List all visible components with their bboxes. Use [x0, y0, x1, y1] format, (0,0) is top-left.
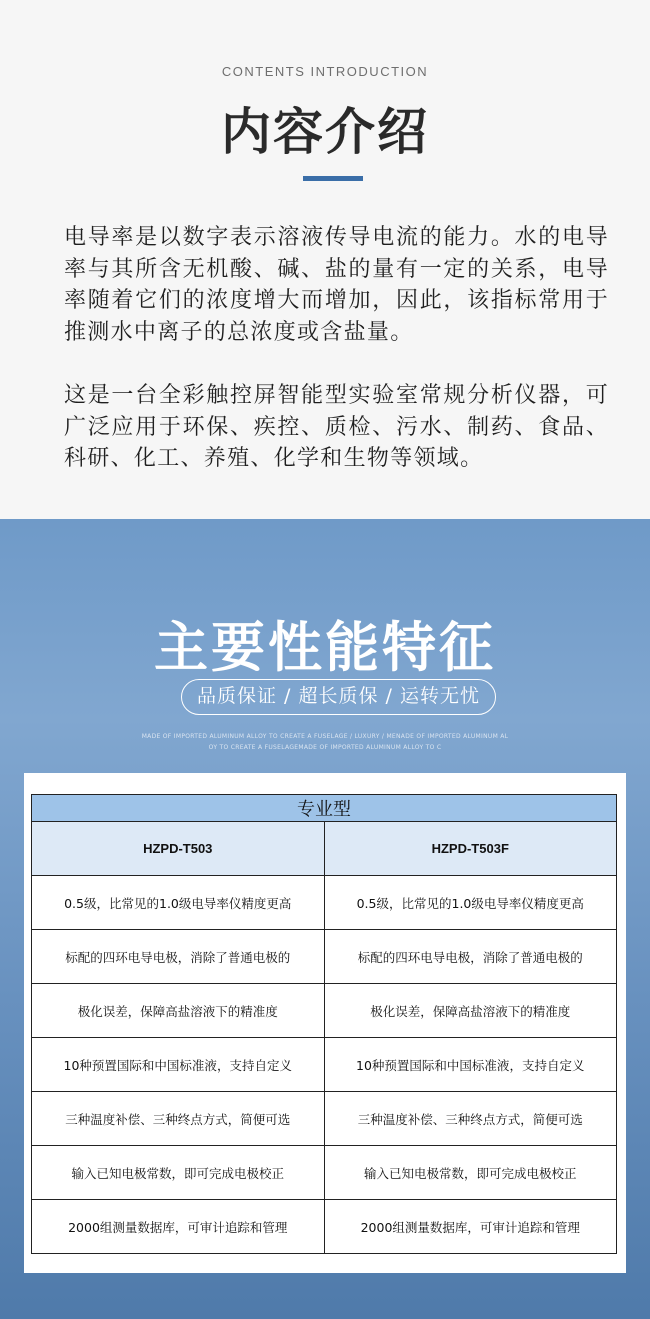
model-row [32, 822, 617, 876]
intro-paragraph-1: 电导率是以数字表示溶液传导电流的能力。水的电导率与其所含无机酸、碱、盐的量有一定的关系，电导率随着它们的浓度增大而增加，因此，该指标常用于推测水中离子的总浓度或含盐量。 [64, 225, 609, 345]
table-cell: 0.5级，比常见的1.0级电导率仪精度更高 [32, 876, 325, 930]
table-row [32, 984, 617, 1038]
features-title: 主要性能特征 [154, 616, 496, 679]
table-row [32, 1146, 617, 1200]
fine-print-line-1: MADE OF IMPORTED ALUMINUM ALLOY TO CREATE A FUSELAGE / LUXURY / MENADE OF IMPORTED ALUMINUM AL [141, 733, 509, 740]
table-cell: 标配的四环电导电极，消除了普通电极的 [32, 930, 325, 984]
title-underline [303, 176, 363, 181]
table-cell: 10种预置国际和中国标准液，支持自定义 [32, 1038, 325, 1092]
section-eyebrow: CONTENTS INTRODUCTION [221, 64, 429, 79]
fine-print-line-2: OY TO CREATE A FUSELAGEMADE OF IMPORTED ALUMINUM ALLOY TO C [208, 744, 442, 751]
table-cell: 标配的四环电导电极，消除了普通电极的 [324, 930, 617, 984]
table-row [32, 876, 617, 930]
model-name: HZPD-T503 [32, 822, 325, 876]
table-row [32, 1038, 617, 1092]
model-name: HZPD-T503F [324, 822, 617, 876]
table-cell: 10种预置国际和中国标准液，支持自定义 [324, 1038, 617, 1092]
table-cell: 0.5级，比常见的1.0级电导率仪精度更高 [324, 876, 617, 930]
table-cell: 2000组测量数据库，可审计追踪和管理 [32, 1200, 325, 1254]
table-row [32, 930, 617, 984]
table-cell: 三种温度补偿、三种终点方式，简便可选 [324, 1092, 617, 1146]
spec-table [31, 794, 617, 1254]
table-cell: 极化误差，保障高盐溶液下的精准度 [32, 984, 325, 1038]
table-cell: 输入已知电极常数，即可完成电极校正 [324, 1146, 617, 1200]
intro-paragraph-2: 这是一台全彩触控屏智能型实验室常规分析仪器，可广泛应用于环保、疾控、质检、污水、制药、食品、科研、化工、养殖、化学和生物等领域。 [64, 383, 609, 471]
intro-section [0, 0, 650, 519]
spec-card [24, 773, 626, 1273]
table-cell: 输入已知电极常数，即可完成电极校正 [32, 1146, 325, 1200]
section-title: 内容介绍 [221, 103, 429, 161]
table-cell: 三种温度补偿、三种终点方式，简便可选 [32, 1092, 325, 1146]
table-cell: 极化误差，保障高盐溶液下的精准度 [324, 984, 617, 1038]
table-header-row [32, 795, 617, 822]
features-section [0, 519, 650, 1319]
tagline-pill: 品质保证 / 超长质保 / 运转无忧 [181, 679, 496, 715]
table-row [32, 1200, 617, 1254]
table-header: 专业型 [32, 795, 617, 822]
table-cell: 2000组测量数据库，可审计追踪和管理 [324, 1200, 617, 1254]
table-row [32, 1092, 617, 1146]
